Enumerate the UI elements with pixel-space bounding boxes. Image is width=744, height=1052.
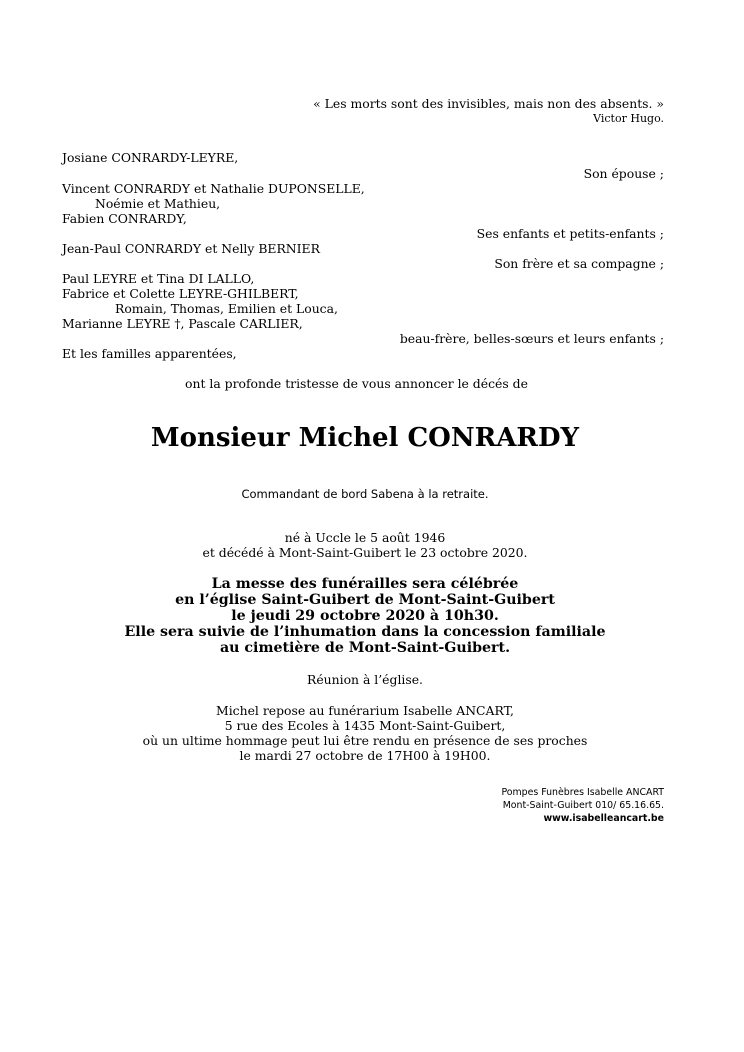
- death-line: et décédé à Mont-Saint-Guibert le 23 octobre 2020.: [202, 545, 528, 560]
- viewing-line-1: Michel repose au funérarium Isabelle ANCART,: [216, 703, 514, 718]
- viewing-line-2: 5 rue des Ecoles à 1435 Mont-Saint-Guibert,: [224, 718, 506, 733]
- deceased-occupation: Commandant de bord Sabena à la retraite.: [241, 487, 489, 501]
- quote-text: « Les morts sont des invisibles, mais non des absents. »: [313, 96, 664, 111]
- relatives-line: Et les familles apparentées,: [62, 346, 237, 361]
- funeral-line-5: au cimetière de Mont-Saint-Guibert.: [219, 640, 511, 656]
- quote-author: Victor Hugo.: [593, 112, 664, 125]
- inlaws-line-2: Fabrice et Colette LEYRE-GHILBERT,: [62, 286, 299, 301]
- funeral-line-1: La messe des funérailles sera célébrée: [211, 576, 519, 592]
- brother-role: Son frère et sa compagne ;: [494, 256, 664, 271]
- inlaws-line-1: Paul LEYRE et Tina DI LALLO,: [62, 271, 255, 286]
- meeting-line: Réunion à l’église.: [306, 672, 423, 687]
- children-line-3: Fabien CONRARDY,: [62, 211, 187, 226]
- footer-company: Pompes Funèbres Isabelle ANCART: [501, 787, 664, 798]
- funeral-line-3: le jeudi 29 octobre 2020 à 10h30.: [231, 608, 499, 624]
- spouse-name: Josiane CONRARDY-LEYRE,: [62, 150, 239, 165]
- children-role: Ses enfants et petits-enfants ;: [476, 226, 664, 241]
- footer-phone: Mont-Saint-Guibert 010/ 65.16.65.: [502, 800, 664, 811]
- inlaws-line-4: Marianne LEYRE †, Pascale CARLIER,: [62, 316, 303, 331]
- brother-line: Jean-Paul CONRARDY et Nelly BERNIER: [62, 241, 320, 256]
- funeral-line-4: Elle sera suivie de l’inhumation dans la concession familiale: [124, 624, 606, 640]
- children-line-2: Noémie et Mathieu,: [95, 196, 221, 211]
- footer-website[interactable]: www.isabelleancart.be: [543, 813, 664, 824]
- children-line-1: Vincent CONRARDY et Nathalie DUPONSELLE,: [62, 181, 365, 196]
- announcement: ont la profonde tristesse de vous annoncer le décés de: [185, 376, 528, 391]
- inlaws-role: beau-frère, belles-sœurs et leurs enfants ;: [399, 331, 664, 346]
- birth-line: né à Uccle le 5 août 1946: [284, 530, 446, 545]
- viewing-line-4: le mardi 27 octobre de 17H00 à 19H00.: [239, 748, 491, 763]
- spouse-role: Son épouse ;: [583, 166, 664, 181]
- viewing-line-3: où un ultime hommage peut lui être rendu en présence de ses proches: [142, 733, 588, 748]
- inlaws-line-3: Romain, Thomas, Emilien et Louca,: [115, 301, 338, 316]
- funeral-line-2: en l’église Saint-Guibert de Mont-Saint-Guibert: [175, 592, 555, 608]
- deceased-name: Monsieur Michel CONRARDY: [150, 423, 580, 453]
